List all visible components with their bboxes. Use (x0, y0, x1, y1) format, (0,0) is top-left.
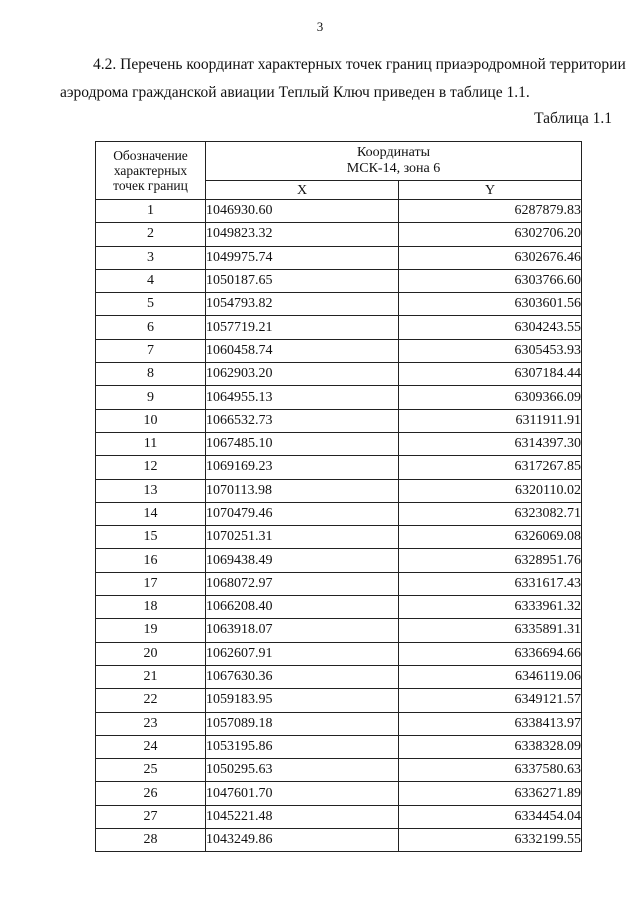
point-number-cell: 18 (96, 596, 206, 619)
y-coordinate-cell: 6305453.93 (399, 339, 582, 362)
x-coordinate-cell: 1066208.40 (206, 596, 399, 619)
point-number-cell: 22 (96, 689, 206, 712)
table-row (96, 200, 582, 223)
point-number-cell: 12 (96, 456, 206, 479)
point-number-cell: 26 (96, 782, 206, 805)
x-coordinate-cell: 1063918.07 (206, 619, 399, 642)
x-coordinate-cell: 1057719.21 (206, 316, 399, 339)
table-row (96, 665, 582, 688)
y-coordinate-cell: 6314397.30 (399, 432, 582, 455)
x-coordinate-cell: 1050295.63 (206, 759, 399, 782)
x-coordinate-cell: 1060458.74 (206, 339, 399, 362)
table-row (96, 759, 582, 782)
table-row (96, 502, 582, 525)
table-row (96, 223, 582, 246)
point-number-cell: 8 (96, 363, 206, 386)
page-number: 3 (316, 19, 324, 34)
x-coordinate-cell: 1059183.95 (206, 689, 399, 712)
point-number-cell: 25 (96, 759, 206, 782)
y-coordinate-cell: 6328951.76 (399, 549, 582, 572)
y-coordinate-cell: 6336694.66 (399, 642, 582, 665)
y-coordinate-cell: 6302706.20 (399, 223, 582, 246)
x-coordinate-cell: 1062903.20 (206, 363, 399, 386)
x-coordinate-cell: 1054793.82 (206, 293, 399, 316)
table-row (96, 269, 582, 292)
table-row (96, 712, 582, 735)
table-row (96, 549, 582, 572)
x-coordinate-cell: 1046930.60 (206, 200, 399, 223)
point-number-cell: 16 (96, 549, 206, 572)
table-row (96, 619, 582, 642)
y-coordinate-cell: 6323082.71 (399, 502, 582, 525)
x-coordinate-cell: 1067630.36 (206, 665, 399, 688)
table-row (96, 689, 582, 712)
table-row (96, 432, 582, 455)
point-label-header-line: Обозначение (113, 148, 188, 163)
y-coordinate-cell: 6338328.09 (399, 735, 582, 758)
point-number-cell: 9 (96, 386, 206, 409)
table-row (96, 293, 582, 316)
x-coordinate-cell: 1069438.49 (206, 549, 399, 572)
coordinates-header-line: Координаты (357, 145, 430, 160)
table-row (96, 596, 582, 619)
y-coordinate-cell: 6303766.60 (399, 269, 582, 292)
x-coordinate-cell: 1070251.31 (206, 526, 399, 549)
y-coordinate-cell: 6338413.97 (399, 712, 582, 735)
y-coordinate-cell: 6346119.06 (399, 665, 582, 688)
y-coordinate-cell: 6287879.83 (399, 200, 582, 223)
x-coordinate-cell: 1069169.23 (206, 456, 399, 479)
x-coordinate-cell: 1049823.32 (206, 223, 399, 246)
x-coordinate-cell: 1066532.73 (206, 409, 399, 432)
y-coordinate-cell: 6302676.46 (399, 246, 582, 269)
y-coordinate-cell: 6336271.89 (399, 782, 582, 805)
x-coordinate-cell: 1047601.70 (206, 782, 399, 805)
coordinates-table-body (96, 200, 582, 852)
x-coordinate-cell: 1045221.48 (206, 805, 399, 828)
y-coordinate-cell: 6304243.55 (399, 316, 582, 339)
table-row (96, 805, 582, 828)
point-number-cell: 17 (96, 572, 206, 595)
point-number-cell: 20 (96, 642, 206, 665)
table-row (96, 479, 582, 502)
x-coordinate-cell: 1043249.86 (206, 829, 399, 852)
point-number-cell: 15 (96, 526, 206, 549)
table-row (96, 572, 582, 595)
table-row (96, 782, 582, 805)
y-column-header: Y (399, 181, 582, 200)
coordinates-header-line: МСК-14, зона 6 (346, 161, 441, 176)
point-number-cell: 5 (96, 293, 206, 316)
point-label-header-line: характерных (113, 163, 188, 178)
y-coordinate-cell: 6307184.44 (399, 363, 582, 386)
x-coordinate-cell: 1070113.98 (206, 479, 399, 502)
point-number-cell: 7 (96, 339, 206, 362)
table-row (96, 246, 582, 269)
x-coordinate-cell: 1062607.91 (206, 642, 399, 665)
x-coordinate-cell: 1068072.97 (206, 572, 399, 595)
point-number-cell: 10 (96, 409, 206, 432)
coordinates-table (95, 141, 582, 852)
x-column-header: X (206, 181, 399, 200)
point-number-cell: 19 (96, 619, 206, 642)
y-coordinate-cell: 6317267.85 (399, 456, 582, 479)
point-number-cell: 1 (96, 200, 206, 223)
point-number-cell: 28 (96, 829, 206, 852)
table-row (96, 316, 582, 339)
x-coordinate-cell: 1064955.13 (206, 386, 399, 409)
point-number-cell: 11 (96, 432, 206, 455)
table-caption: Таблица 1.1 (534, 110, 612, 127)
table-row (96, 456, 582, 479)
y-coordinate-cell: 6320110.02 (399, 479, 582, 502)
x-coordinate-cell: 1067485.10 (206, 432, 399, 455)
point-number-cell: 21 (96, 665, 206, 688)
point-label-header (96, 142, 206, 200)
x-coordinate-cell: 1053195.86 (206, 735, 399, 758)
y-coordinate-cell: 6349121.57 (399, 689, 582, 712)
table-row (96, 735, 582, 758)
y-coordinate-cell: 6331617.43 (399, 572, 582, 595)
table-row (96, 363, 582, 386)
point-number-cell: 14 (96, 502, 206, 525)
intro-line-2: аэродрома гражданской авиации Теплый Ключ приведен в таблице 1.1. (60, 84, 530, 101)
point-number-cell: 3 (96, 246, 206, 269)
point-number-cell: 4 (96, 269, 206, 292)
x-coordinate-cell: 1057089.18 (206, 712, 399, 735)
table-row (96, 409, 582, 432)
y-coordinate-cell: 6303601.56 (399, 293, 582, 316)
x-coordinate-cell: 1050187.65 (206, 269, 399, 292)
y-coordinate-cell: 6335891.31 (399, 619, 582, 642)
point-number-cell: 6 (96, 316, 206, 339)
table-row (96, 339, 582, 362)
point-number-cell: 2 (96, 223, 206, 246)
point-number-cell: 24 (96, 735, 206, 758)
point-number-cell: 23 (96, 712, 206, 735)
point-number-cell: 27 (96, 805, 206, 828)
x-coordinate-cell: 1049975.74 (206, 246, 399, 269)
point-label-header-line: точек границ (113, 178, 188, 193)
table-row (96, 829, 582, 852)
y-coordinate-cell: 6332199.55 (399, 829, 582, 852)
table-row (96, 386, 582, 409)
x-coordinate-cell: 1070479.46 (206, 502, 399, 525)
table-row (96, 526, 582, 549)
intro-line-1: 4.2. Перечень координат характерных точек границ приаэродромной территории (93, 56, 626, 73)
y-coordinate-cell: 6334454.04 (399, 805, 582, 828)
table-row (96, 642, 582, 665)
y-coordinate-cell: 6326069.08 (399, 526, 582, 549)
y-coordinate-cell: 6337580.63 (399, 759, 582, 782)
y-coordinate-cell: 6309366.09 (399, 386, 582, 409)
coordinates-header (206, 142, 582, 181)
y-coordinate-cell: 6333961.32 (399, 596, 582, 619)
y-coordinate-cell: 6311911.91 (399, 409, 582, 432)
point-number-cell: 13 (96, 479, 206, 502)
